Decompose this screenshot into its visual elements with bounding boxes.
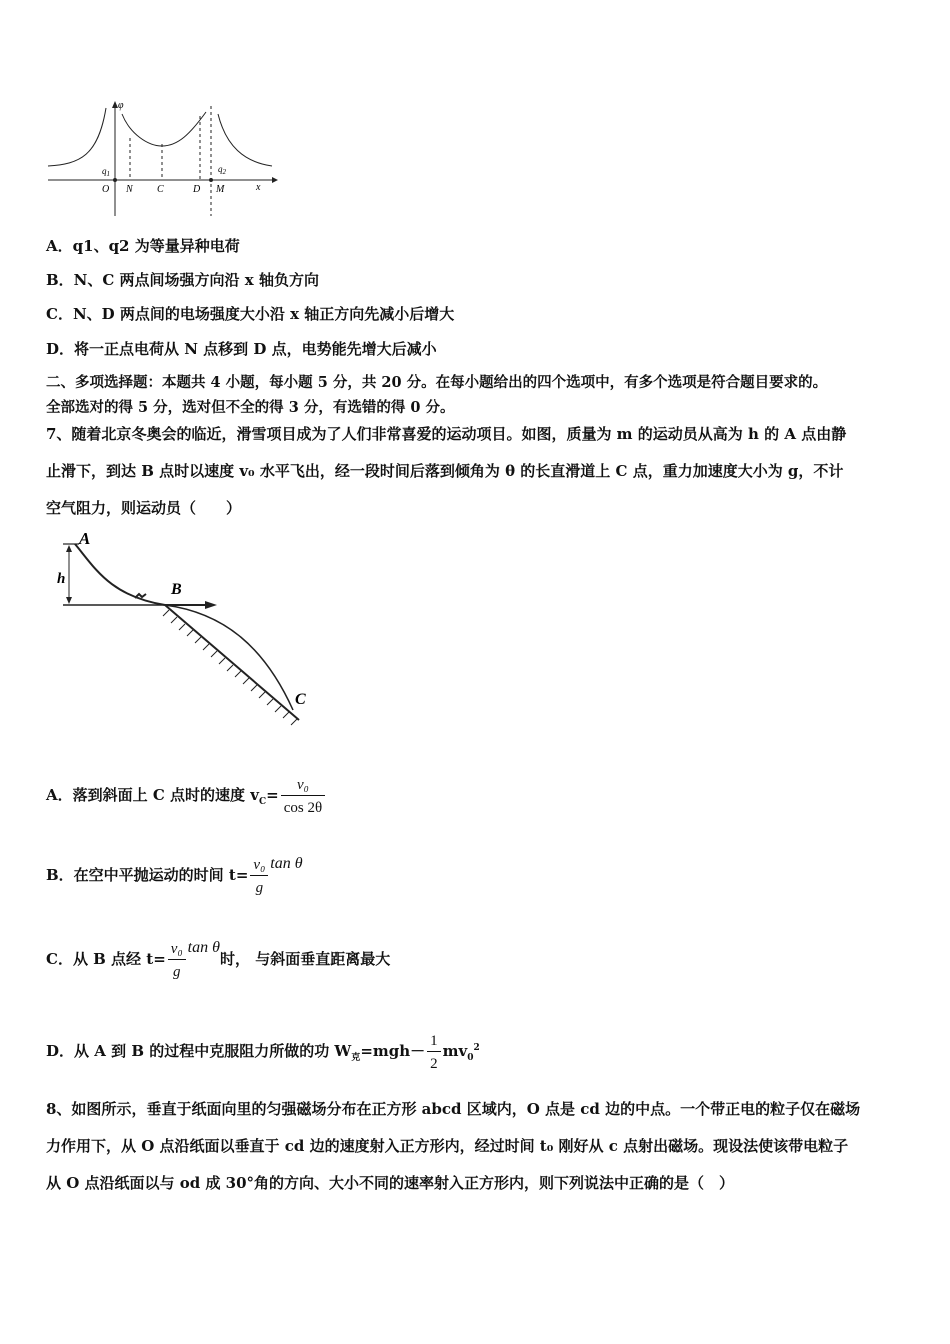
point-c-label: C — [157, 184, 164, 195]
q7-option-a: A．落到斜面上 C 点时的速度 $v_C=$ $\frac{\text{v₀}}{\cos 2\theta}$ — [46, 770, 327, 827]
time-fraction-c: $\frac{\text{v₀}}{g}$ — [168, 939, 186, 982]
x-axis-label: x — [256, 182, 261, 193]
point-b-label: B — [171, 581, 182, 598]
ski-jump-figure — [55, 528, 320, 733]
point-n-label: N — [126, 184, 133, 195]
q6-option-b: B．N、C 两点间场强方向沿 x 轴负方向 — [46, 271, 319, 289]
height-h-label: h — [57, 571, 66, 587]
half-fraction: $\frac{1}{2}$ — [427, 1031, 441, 1074]
time-fraction: $\frac{\text{v₀}}{g}$ — [250, 855, 268, 898]
q7-option-c: C．从 B 点经 t= $\frac{\text{v₀}}{g}$ tan θ时， 与斜面垂直距离最大 — [46, 939, 391, 980]
phi-label: φ — [118, 100, 124, 111]
point-a-label: A — [79, 529, 91, 548]
velocity-fraction: $\frac{\text{v₀}}{\cos 2\theta}$ — [281, 775, 325, 818]
q7-option-d: D．从 A 到 B 的过程中克服阻力所做的功 $W_克=mgh-$ $\frac{1}{2}$ $mv_0^2$ — [46, 1032, 480, 1072]
q1-label: $q_1$ — [102, 166, 110, 178]
q7-stem-line2: 止滑下，到达 B 点时以速度 v₀ 水平飞出，经一段时间后落到倾角为 θ 的长直滑道上 C 点，重力加速度大小为 g，不计 — [46, 462, 844, 480]
q8-stem-line2: 力作用下，从 O 点沿纸面以垂直于 cd 边的速度射入正方形内，经过时间 t₀ 刚好从 c 点射出磁场。现设法使该带电粒子 — [46, 1137, 849, 1155]
q8-stem-line3: 从 O 点沿纸面以与 od 成 30°角的方向、大小不同的速率射入正方形内，则下列说法中正确的是（ ） — [46, 1174, 735, 1192]
point-m-label: M — [216, 184, 225, 195]
q7-stem-line1: 7、随着北京冬奥会的临近，滑雪项目成为了人们非常喜爱的运动项目。如图，质量为 m 的运动员从高为 h 的 A 点由静 — [46, 425, 847, 443]
point-d-label: D — [193, 184, 201, 195]
section2-line2: 全部选对的得 5 分，选对但不全的得 3 分，有选错的得 0 分。 — [46, 399, 455, 416]
q6-option-a: A．q1、q2 为等量异种电荷 — [46, 237, 240, 255]
q7-stem-line3: 空气阻力，则运动员（ ） — [46, 499, 242, 517]
potential-graph — [40, 98, 280, 220]
point-o-label: O — [102, 184, 110, 195]
q6-option-d: D．将一正点电荷从 N 点移到 D 点，电势能先增大后减小 — [46, 340, 437, 358]
q2-label: $q_2$ — [218, 164, 226, 176]
section2-line1: 二、多项选择题：本题共 4 小题，每小题 5 分，共 20 分。在每小题给出的四个选项中，有多个选项是符合题目要求的。 — [46, 374, 828, 391]
q8-stem-line1: 8、如图所示，垂直于纸面向里的匀强磁场分布在正方形 abcd 区域内，O 点是 cd 边的中点。一个带正电的粒子仅在磁场 — [46, 1100, 861, 1118]
q7-option-b: B．在空中平抛运动的时间 t= $\frac{\text{v₀}}{g}$ tan θ — [46, 855, 303, 896]
point-c-label: C — [295, 691, 306, 708]
q6-option-c: C．N、D 两点间的电场强度大小沿 x 轴正方向先减小后增大 — [46, 305, 455, 323]
